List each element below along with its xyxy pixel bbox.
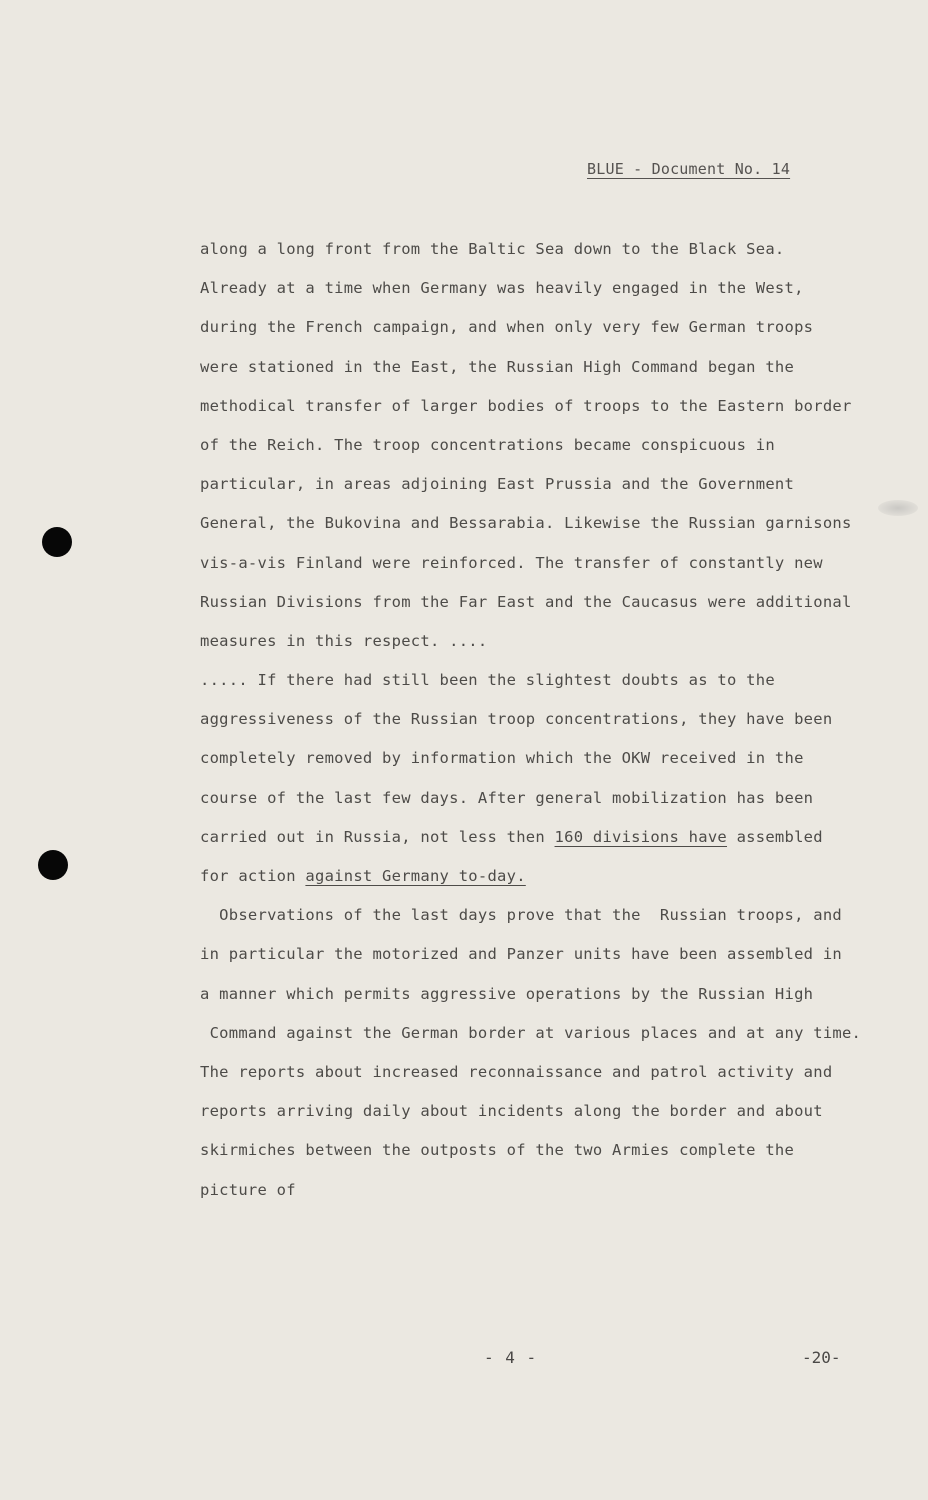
text-line: aggressiveness of the Russian troop concentrations, they have been xyxy=(200,710,833,729)
text-line: completely removed by information which the OKW received in the xyxy=(200,749,804,768)
text-line: Already at a time when Germany was heavily engaged in the West, xyxy=(200,279,804,298)
text-line: ..... If there had still been the slightest doubts as to the xyxy=(200,671,775,690)
sheet-number: -20- xyxy=(802,1348,841,1367)
text-line: along a long front from the Baltic Sea down to the Black Sea. xyxy=(200,240,785,258)
text-line: picture of xyxy=(200,1180,296,1199)
page-number: - 4 - xyxy=(484,1348,538,1367)
text-line: Russian Divisions from the Far East and the Caucasus were additional xyxy=(200,592,852,611)
text-line-underlined xyxy=(200,818,890,857)
text-segment: carried out in Russia, not less then xyxy=(200,827,555,846)
text-line: vis-a-vis Finland were reinforced. The transfer of constantly new xyxy=(200,553,823,572)
underlined-segment: against Germany to-day. xyxy=(305,867,526,885)
text-line: Observations of the last days prove that the Russian troops, and xyxy=(200,906,842,925)
text-line: The reports about increased reconnaissance and patrol activity and xyxy=(200,1062,833,1081)
text-line: reports arriving daily about incidents along the border and about xyxy=(200,1102,823,1121)
text-segment: assembled xyxy=(727,827,823,846)
text-line: course of the last few days. After general mobilization has been xyxy=(200,788,814,807)
text-line: Command against the German border at various places and at any time. xyxy=(200,1023,862,1042)
punch-hole-top xyxy=(42,527,72,557)
text-line: skirmiches between the outposts of the two Armies complete the xyxy=(200,1141,795,1160)
text-segment: for action xyxy=(200,867,306,885)
text-line: during the French campaign, and when only very few German troops xyxy=(200,318,814,337)
text-line: in particular the motorized and Panzer units have been assembled in xyxy=(200,945,842,964)
text-line: were stationed in the East, the Russian High Command began the xyxy=(200,357,795,376)
text-line: General, the Bukovina and Bessarabia. Likewise the Russian garnisons xyxy=(200,514,852,533)
text-line: measures in this respect. .... xyxy=(200,631,488,650)
punch-hole-bottom xyxy=(38,850,68,880)
text-line: particular, in areas adjoining East Prussia and the Government xyxy=(200,475,795,494)
document-body xyxy=(200,230,890,1210)
text-line: a manner which permits aggressive operations by the Russian High xyxy=(200,984,814,1003)
underlined-segment: 160 divisions have xyxy=(554,827,728,846)
text-line: methodical transfer of larger bodies of troops to the Eastern border xyxy=(200,396,852,415)
text-line: of the Reich. The troop concentrations became conspicuous in xyxy=(200,435,775,454)
document-header: BLUE - Document No. 14 xyxy=(587,160,791,178)
text-line-underlined xyxy=(200,857,890,896)
